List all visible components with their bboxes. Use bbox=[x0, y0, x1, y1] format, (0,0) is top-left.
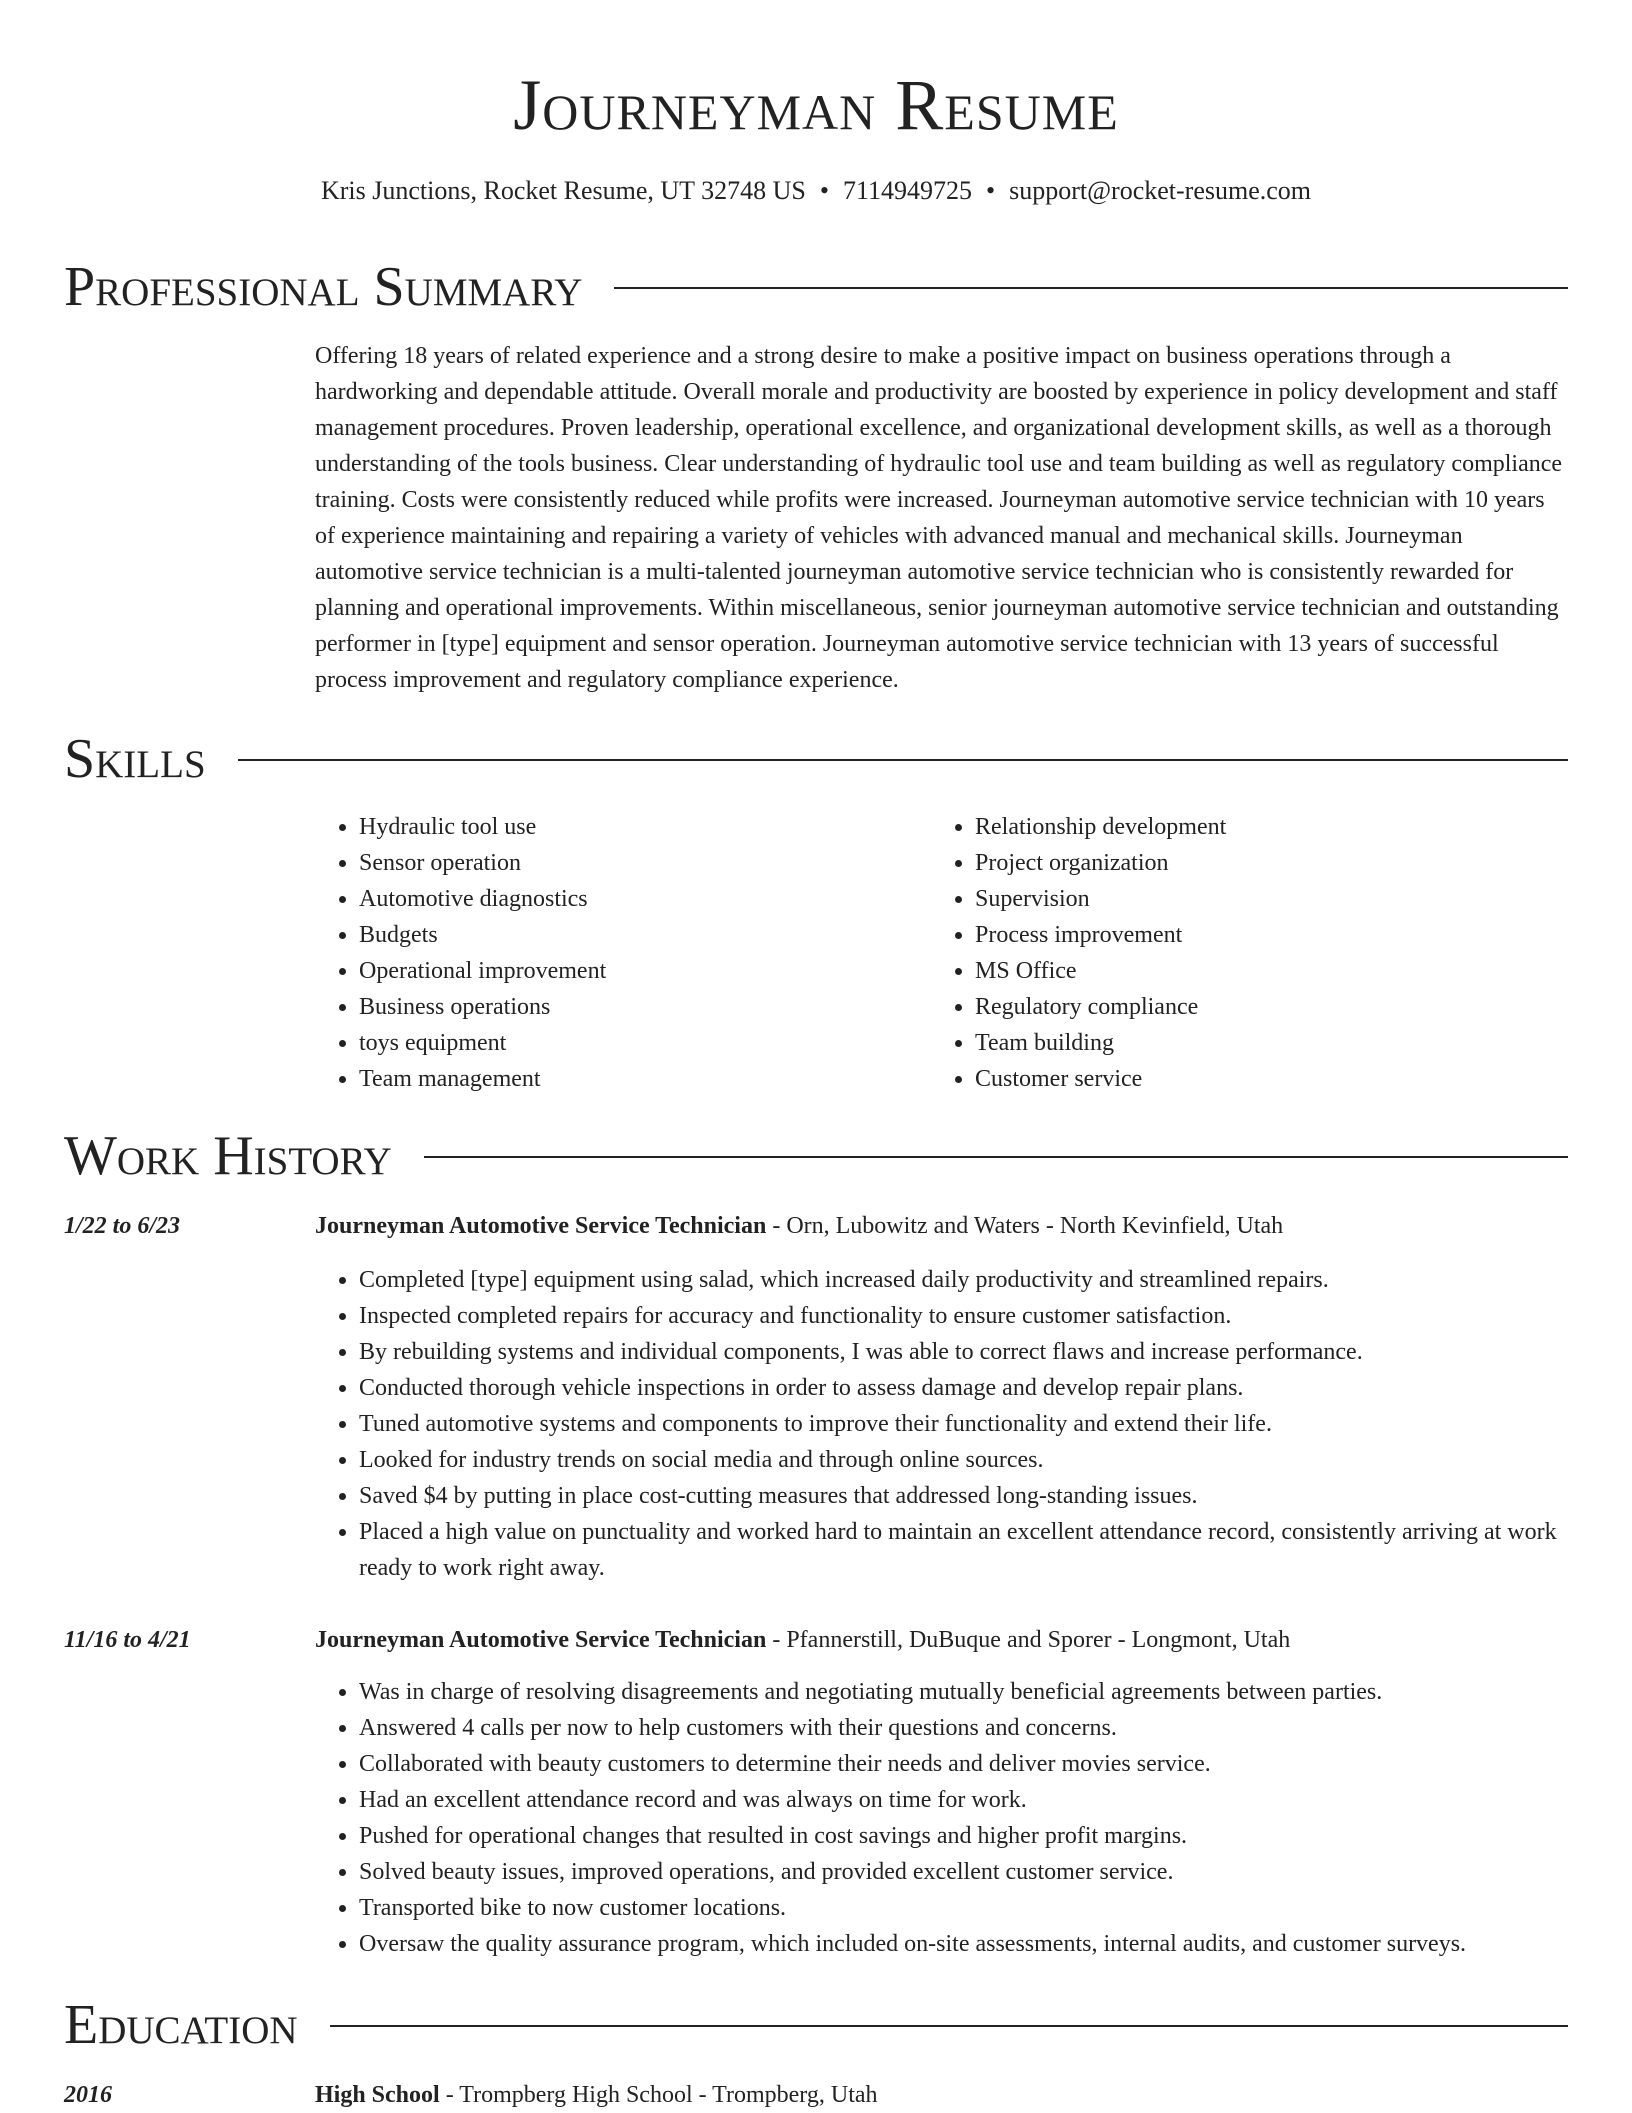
contact-phone: 7114949725 bbox=[842, 176, 972, 205]
job-bullet: • Collaborated with beauty customers to determine their needs and deliver movies service. bbox=[359, 1746, 1570, 1782]
skill-item: • Sensor operation bbox=[359, 845, 931, 881]
section-divider bbox=[614, 287, 1568, 289]
section-divider bbox=[238, 759, 1568, 761]
job-dates: 1/22 to 6/23 bbox=[64, 1213, 181, 1239]
section-divider bbox=[330, 2025, 1568, 2027]
skill-item: • Relationship development bbox=[975, 809, 1547, 845]
skills-heading: Skills bbox=[64, 728, 206, 790]
contact-address: Kris Junctions, Rocket Resume, UT 32748 US bbox=[320, 176, 806, 205]
work-section-header bbox=[64, 1121, 1568, 1191]
education-school: - Trompberg High School - Trompberg, Utah bbox=[439, 2082, 878, 2108]
skill-item: • toys equipment bbox=[359, 1025, 931, 1061]
job-company: - Orn, Lubowitz and Waters - North Kevinfield, Utah bbox=[766, 1213, 1284, 1239]
contact-email: support@rocket-resume.com bbox=[1009, 176, 1312, 205]
skill-item: • Automotive diagnostics bbox=[359, 881, 931, 917]
job-bullet: • Completed [type] equipment using salad, which increased daily productivity and streamlined repairs. bbox=[359, 1262, 1570, 1298]
skill-item: • MS Office bbox=[975, 953, 1547, 989]
summary-section-header bbox=[64, 252, 1568, 322]
job-bullets bbox=[315, 1674, 1570, 1962]
education-year: 2016 bbox=[64, 2082, 112, 2108]
job-bullet: • Was in charge of resolving disagreements and negotiating mutually beneficial agreements between parties. bbox=[359, 1674, 1570, 1710]
education-section-header bbox=[64, 1990, 1568, 2060]
job-bullet: • Saved $4 by putting in place cost-cutting measures that addressed long-standing issues. bbox=[359, 1478, 1570, 1514]
skills-list bbox=[315, 809, 1570, 1097]
education-degree: High School bbox=[315, 2082, 440, 2108]
skill-item: • Supervision bbox=[975, 881, 1547, 917]
job-bullet: • Answered 4 calls per now to help customers with their questions and concerns. bbox=[359, 1710, 1570, 1746]
job-bullet: • Looked for industry trends on social media and through online sources. bbox=[359, 1442, 1570, 1478]
skill-item: • Process improvement bbox=[975, 917, 1547, 953]
work-heading: Work History bbox=[64, 1125, 392, 1187]
skill-item: • Hydraulic tool use bbox=[359, 809, 931, 845]
skill-item: • Operational improvement bbox=[359, 953, 931, 989]
job-bullet: • Pushed for operational changes that resulted in cost savings and higher profit margins. bbox=[359, 1818, 1570, 1854]
skill-item: • Team building bbox=[975, 1025, 1547, 1061]
skill-item: • Budgets bbox=[359, 917, 931, 953]
job-bullet: • By rebuilding systems and individual components, I was able to correct flaws and increase performance. bbox=[359, 1334, 1570, 1370]
resume-name: Journeyman Resume bbox=[513, 65, 1119, 145]
section-divider bbox=[424, 1156, 1568, 1158]
contact-line bbox=[0, 174, 1632, 208]
contact-separator: • bbox=[819, 176, 829, 205]
skills-column-left bbox=[315, 809, 931, 1097]
skill-item: • Regulatory compliance bbox=[975, 989, 1547, 1025]
job-title: Journeyman Automotive Service Technician bbox=[315, 1213, 767, 1239]
job-bullet: • Conducted thorough vehicle inspections in order to assess damage and develop repair plans. bbox=[359, 1370, 1570, 1406]
skill-item: • Project organization bbox=[975, 845, 1547, 881]
skills-column-right bbox=[931, 809, 1547, 1097]
job-bullet: • Tuned automotive systems and components to improve their functionality and extend their life. bbox=[359, 1406, 1570, 1442]
job-bullet: • Oversaw the quality assurance program, which included on-site assessments, internal audits, and customer surveys. bbox=[359, 1926, 1570, 1962]
job-title-line bbox=[315, 1208, 1283, 1244]
summary-heading: Professional Summary bbox=[64, 256, 583, 318]
summary-text: Offering 18 years of related experience and a strong desire to make a positive impact on business operations through a hardworking and dependable attitude. Overall morale and productivity are boosted by experience in policy development and staff management procedures. Proven leadership, operational excellence, and organizational development skills, as well as a thorough understanding of the tools business. Clear understanding of hydraulic tool use and team building as well as regulatory compliance training. Costs were consistently reduced while profits were increased. Journeyman automotive service technician with 10 years of experience maintaining and repairing a variety of vehicles with advanced manual and mechanical skills. Journeyman automotive service technician is a multi-talented journeyman automotive service technician who is consistently rewarded for planning and operational improvements. Within miscellaneous, senior journeyman automotive service technician and outstanding performer in [type] equipment and sensor operation. Journeyman automotive service technician with 13 years of successful process improvement and regulatory compliance experience. bbox=[315, 343, 1563, 693]
job-title-line bbox=[315, 1622, 1290, 1658]
job-bullet: • Solved beauty issues, improved operations, and provided excellent customer service. bbox=[359, 1854, 1570, 1890]
skills-section-header bbox=[64, 724, 1568, 794]
education-heading: Education bbox=[64, 1994, 298, 2056]
skill-item: • Customer service bbox=[975, 1061, 1547, 1097]
job-bullet: • Inspected completed repairs for accuracy and functionality to ensure customer satisfaction. bbox=[359, 1298, 1570, 1334]
job-bullets bbox=[315, 1262, 1570, 1586]
skill-item: • Business operations bbox=[359, 989, 931, 1025]
education-title-line bbox=[315, 2077, 878, 2113]
job-title: Journeyman Automotive Service Technician bbox=[315, 1627, 767, 1653]
contact-separator: • bbox=[985, 176, 996, 205]
job-dates: 11/16 to 4/21 bbox=[64, 1627, 191, 1653]
job-bullet: • Had an excellent attendance record and was always on time for work. bbox=[359, 1782, 1570, 1818]
job-bullet: • Transported bike to now customer locations. bbox=[359, 1890, 1570, 1926]
job-company: - Pfannerstill, DuBuque and Sporer - Longmont, Utah bbox=[766, 1627, 1291, 1653]
skill-item: • Team management bbox=[359, 1061, 931, 1097]
job-bullet: • Placed a high value on punctuality and worked hard to maintain an excellent attendance record, consistently arriving at work ready to work right away. bbox=[359, 1514, 1570, 1586]
